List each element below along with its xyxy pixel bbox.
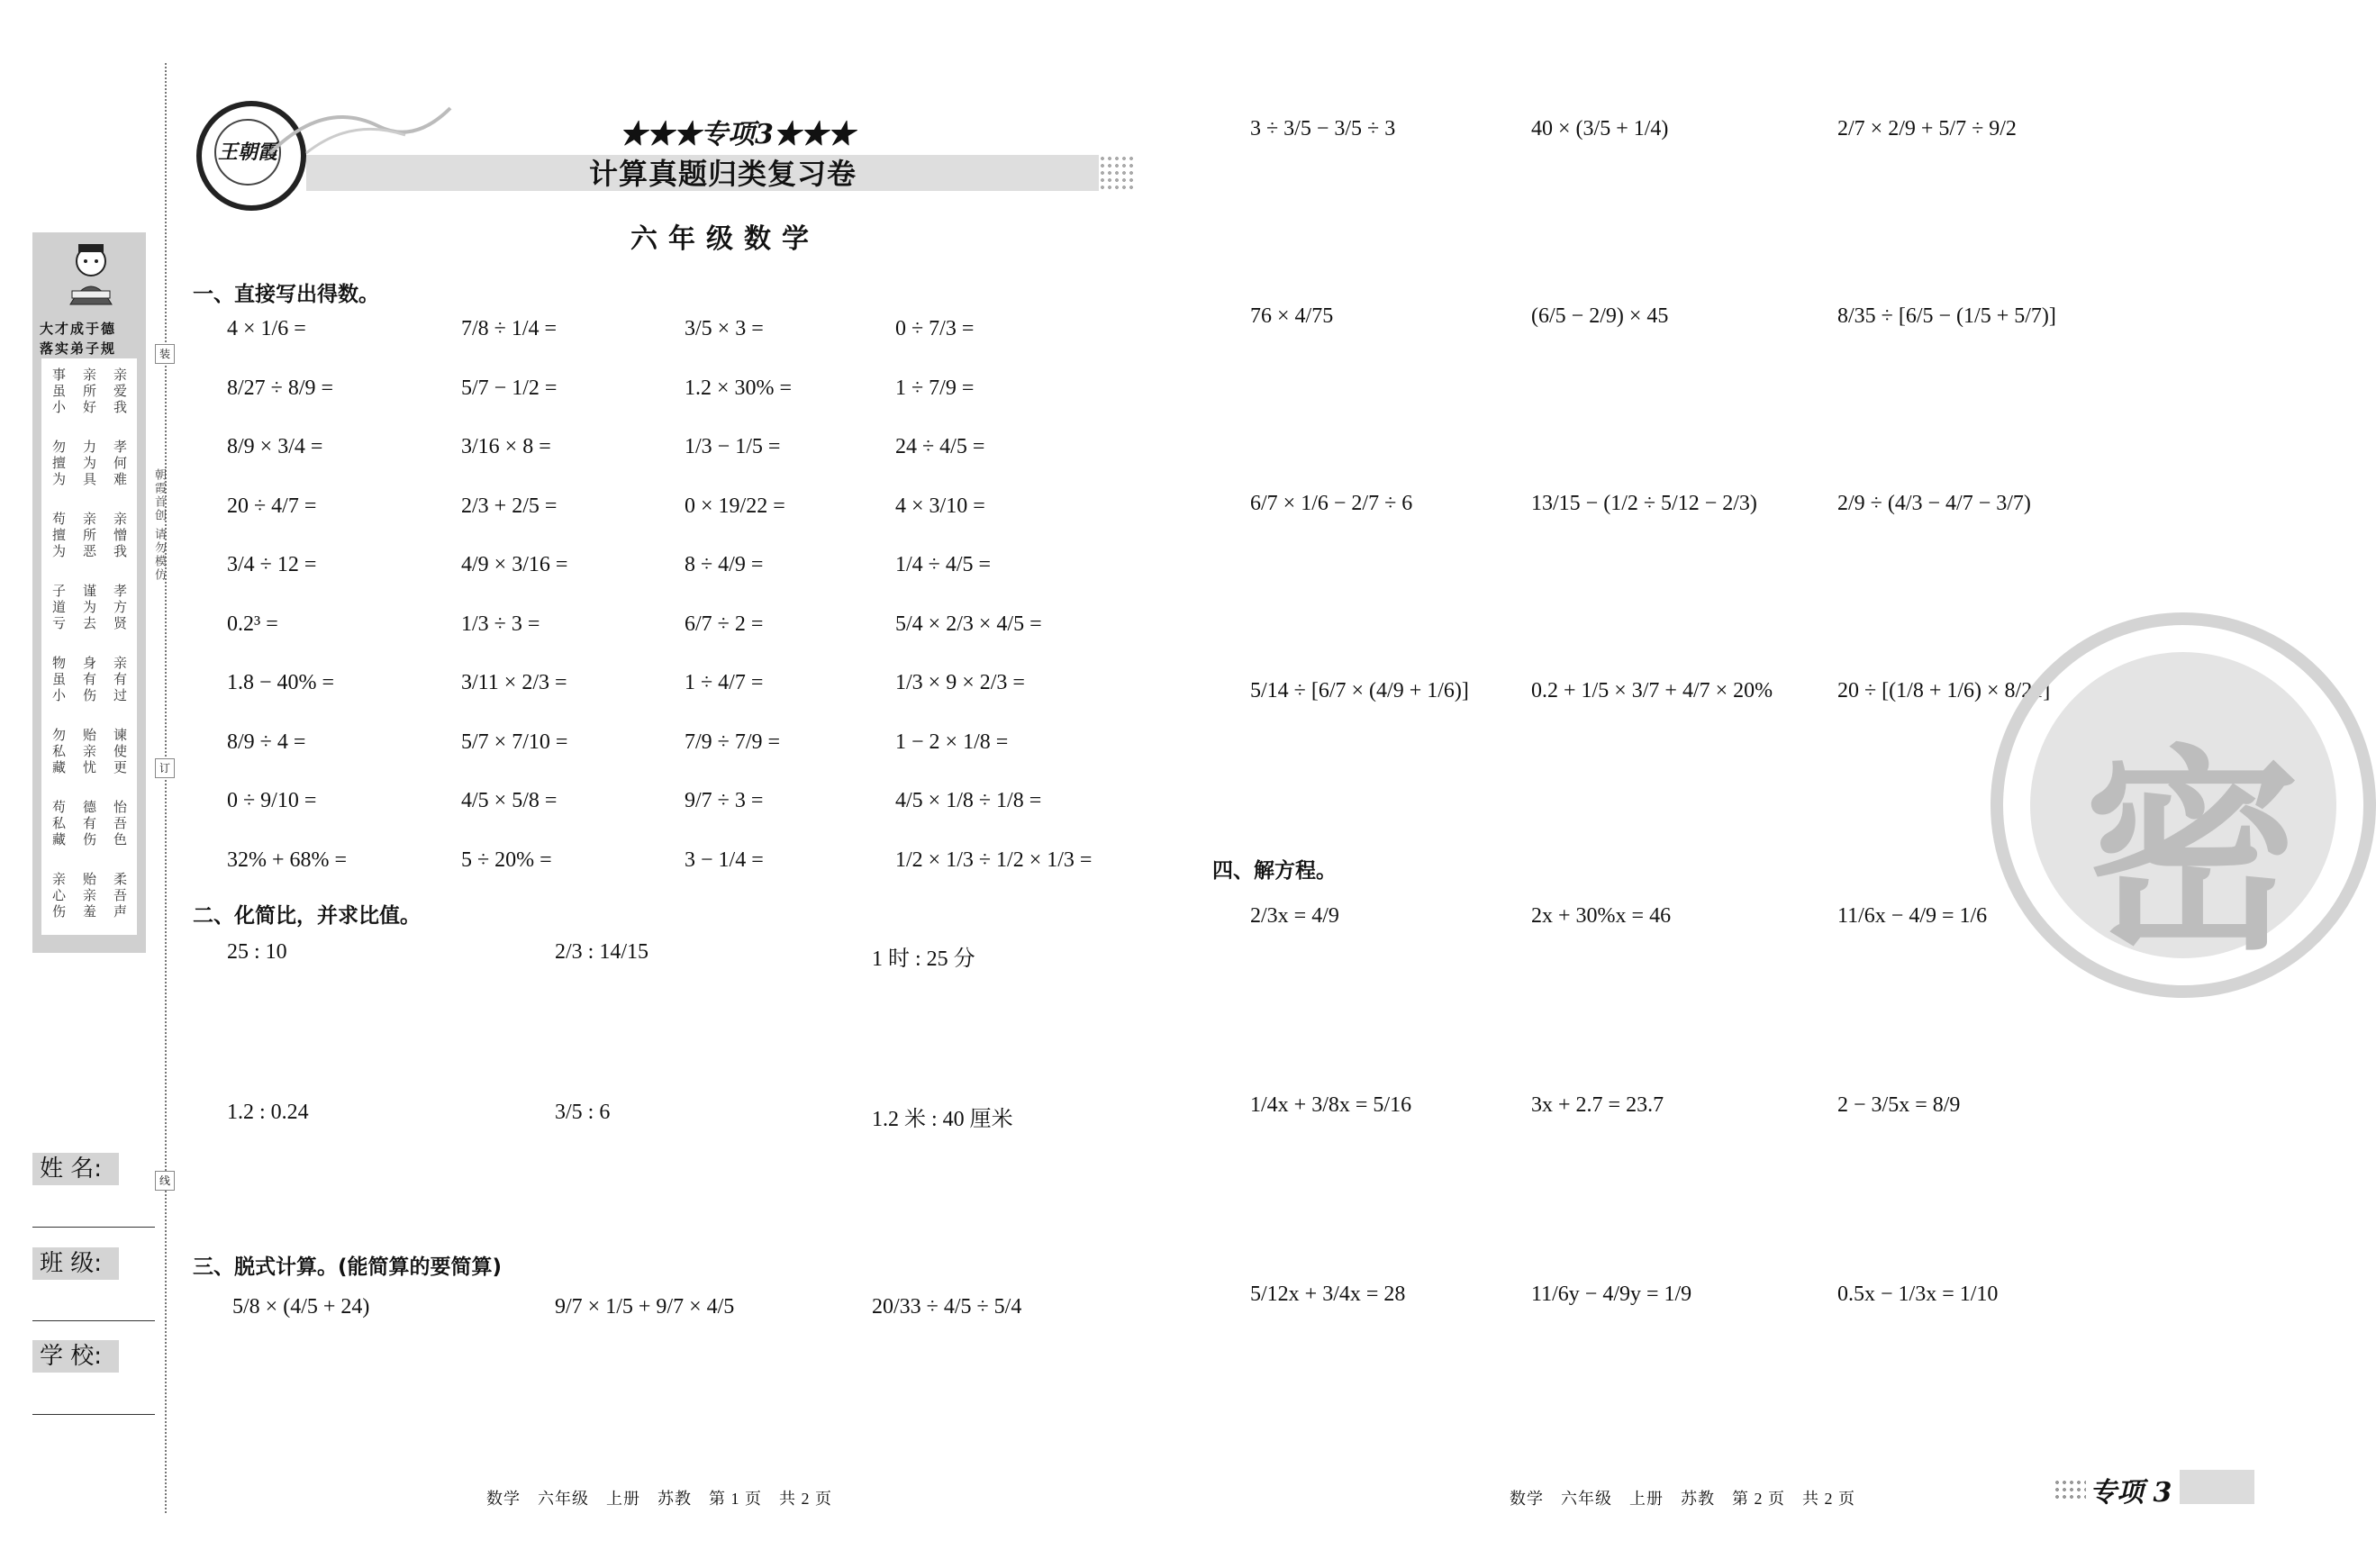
poem-phrase: 苟擅为 [50, 512, 67, 560]
s2-problem-2: 2/3 : 14/15 [555, 940, 649, 964]
s1-problem-39: 3 − 1/4 = [685, 847, 764, 872]
s1-problem-11: 1/3 − 1/5 = [685, 435, 781, 458]
s1-problem-4: 0 ÷ 7/3 = [895, 317, 975, 340]
s3-problem-8: (6/5 − 2/9) × 45 [1531, 304, 1669, 328]
s3-problem-11: 13/15 − (1/2 ÷ 5/12 − 2/3) [1531, 492, 1757, 515]
s1-problem-34: 4/5 × 5/8 = [461, 789, 558, 812]
s2-problem-5: 3/5 : 6 [555, 1101, 611, 1124]
s1-problem-33: 0 ÷ 9/10 = [227, 789, 317, 812]
class-field-line[interactable] [32, 1320, 155, 1321]
s3-problem-15: 20 ÷ [(1/8 + 1/6) × 8/21] [1837, 679, 2051, 702]
s3-problem-13: 5/14 ÷ [6/7 × (4/9 + 1/6)] [1250, 679, 1469, 702]
s1-problem-16: 4 × 3/10 = [895, 494, 985, 518]
s1-problem-6: 5/7 − 1/2 = [461, 376, 558, 400]
s3-problem-6: 2/7 × 2/9 + 5/7 ÷ 9/2 [1837, 117, 2017, 140]
s1-problem-20: 1/4 ÷ 4/5 = [895, 553, 992, 576]
s1-problem-14: 2/3 + 2/5 = [461, 494, 558, 518]
s1-problem-28: 1/3 × 9 × 2/3 = [895, 671, 1025, 694]
poem-phrase: 贻亲忧 [81, 728, 97, 776]
section-3-heading: 三、脱式计算。(能简算的要简算) [193, 1255, 503, 1279]
poem-phrase: 物虽小 [50, 656, 67, 704]
poem-phrase: 怡吾色 [112, 800, 128, 848]
s3-problem-1: 5/8 × (4/5 + 24) [232, 1295, 370, 1319]
class-field-label: 班 级: [32, 1247, 119, 1280]
poem-phrase: 亲爱我 [112, 367, 128, 416]
s4-problem-4: 1/4x + 3/8x = 5/16 [1250, 1093, 1412, 1117]
stamp-character: 密 [2084, 727, 2301, 979]
s1-problem-1: 4 × 1/6 = [227, 317, 306, 340]
cut-label-3: 线 [155, 1171, 175, 1191]
s2-problem-6: 1.2 米 : 40 厘米 [872, 1108, 1013, 1131]
poem-phrase: 孝方贤 [112, 584, 128, 632]
s1-problem-29: 8/9 ÷ 4 = [227, 730, 306, 754]
poem-phrase: 力为具 [81, 440, 97, 488]
school-field-label: 学 校: [32, 1340, 119, 1373]
s1-problem-30: 5/7 × 7/10 = [461, 730, 568, 754]
s1-problem-38: 5 ÷ 20% = [461, 847, 552, 872]
binding-line [165, 63, 167, 1513]
s3-problem-14: 0.2 + 1/5 × 3/7 + 4/7 × 20% [1531, 679, 1773, 702]
s1-problem-23: 6/7 ÷ 2 = [685, 612, 764, 636]
mascot-icon [59, 241, 122, 317]
cut-label-1: 装 [155, 344, 175, 364]
tag-dots [2054, 1479, 2086, 1500]
brand-logo-text: 王朝霞 [214, 119, 281, 186]
sidebar-motto-panel [32, 232, 146, 953]
s2-problem-1: 25 : 10 [227, 940, 287, 964]
motto-line-2: 落实弟子规 [40, 340, 117, 357]
s4-problem-3: 11/6x − 4/9 = 1/6 [1837, 904, 1988, 928]
poem-phrase: 勿私藏 [50, 728, 67, 776]
s1-problem-2: 7/8 ÷ 1/4 = [461, 317, 558, 340]
poem-phrase: 谨为去 [81, 584, 97, 632]
s1-problem-22: 1/3 ÷ 3 = [461, 612, 540, 636]
poem-phrase: 子道亏 [50, 584, 67, 632]
section-4-heading: 四、解方程。 [1212, 859, 1337, 883]
s1-problem-24: 5/4 × 2/3 × 4/5 = [895, 612, 1042, 636]
s3-problem-5: 40 × (3/5 + 1/4) [1531, 117, 1669, 140]
s1-problem-5: 8/27 ÷ 8/9 = [227, 376, 334, 400]
section-1-heading: 一、直接写出得数。 [193, 283, 379, 306]
poem-phrase: 身有伤 [81, 656, 97, 704]
section-2-heading: 二、化简比，并求比值。 [193, 904, 421, 928]
s1-problem-40: 1/2 × 1/3 ÷ 1/2 × 1/3 = [895, 847, 1093, 872]
poem-phrase: 苟私藏 [50, 800, 67, 848]
poem-phrase: 亲所恶 [81, 512, 97, 560]
copyright-note: 朝霞首创 请勿模仿 [152, 468, 166, 583]
tag-bar [2180, 1470, 2254, 1504]
poem-phrase: 亲所好 [81, 367, 97, 416]
poem-phrase: 勿擅为 [50, 440, 67, 488]
poem-box [41, 358, 137, 935]
s1-problem-21: 0.2³ = [227, 612, 278, 636]
s3-problem-10: 6/7 × 1/6 − 2/7 ÷ 6 [1250, 492, 1413, 515]
s1-problem-32: 1 − 2 × 1/8 = [895, 730, 1009, 754]
poem-phrase: 亲憎我 [112, 512, 128, 560]
topic-tag: 专项 3 [2090, 1477, 2172, 1509]
s1-problem-37: 32% + 68% = [227, 847, 348, 872]
footer-right: 数学 六年级 上册 苏教 第 2 页 共 2 页 [1510, 1490, 1855, 1508]
footer-left: 数学 六年级 上册 苏教 第 1 页 共 2 页 [486, 1490, 832, 1508]
page-title: 计算真题归类复习卷 [589, 157, 857, 191]
s1-problem-31: 7/9 ÷ 7/9 = [685, 730, 781, 754]
s1-problem-7: 1.2 × 30% = [685, 376, 793, 400]
s4-problem-1: 2/3x = 4/9 [1250, 904, 1339, 928]
s3-problem-7: 76 × 4/75 [1250, 304, 1334, 328]
s1-problem-18: 4/9 × 3/16 = [461, 553, 568, 576]
s1-problem-10: 3/16 × 8 = [461, 435, 551, 458]
s1-problem-17: 3/4 ÷ 12 = [227, 553, 317, 576]
s1-problem-12: 24 ÷ 4/5 = [895, 435, 985, 458]
s4-problem-2: 2x + 30%x = 46 [1531, 904, 1672, 928]
s3-problem-3: 20/33 ÷ 4/5 ÷ 5/4 [872, 1295, 1022, 1319]
school-field-line[interactable] [32, 1414, 155, 1415]
poem-phrase: 亲有过 [112, 656, 128, 704]
s1-problem-19: 8 ÷ 4/9 = [685, 553, 764, 576]
confidential-stamp [1991, 612, 2376, 998]
s4-problem-5: 3x + 2.7 = 23.7 [1531, 1093, 1664, 1117]
s1-problem-35: 9/7 ÷ 3 = [685, 789, 764, 812]
s1-problem-13: 20 ÷ 4/7 = [227, 494, 317, 518]
s1-problem-3: 3/5 × 3 = [685, 317, 764, 340]
s4-problem-6: 2 − 3/5x = 8/9 [1837, 1093, 1961, 1117]
s1-problem-36: 4/5 × 1/8 ÷ 1/8 = [895, 789, 1042, 812]
s1-problem-27: 1 ÷ 4/7 = [685, 671, 764, 694]
s1-problem-9: 8/9 × 3/4 = [227, 435, 323, 458]
poem-phrase: 孝何难 [112, 440, 128, 488]
poem-phrase: 事虽小 [50, 367, 67, 416]
s1-problem-15: 0 × 19/22 = [685, 494, 785, 518]
s4-problem-8: 11/6y − 4/9y = 1/9 [1531, 1282, 1692, 1306]
s2-problem-3: 1 时 : 25 分 [872, 947, 975, 971]
poem-phrase: 德有伤 [81, 800, 97, 848]
s3-problem-4: 3 ÷ 3/5 − 3/5 ÷ 3 [1250, 117, 1396, 140]
s3-problem-9: 8/35 ÷ [6/5 − (1/5 + 5/7)] [1837, 304, 2056, 328]
s4-problem-9: 0.5x − 1/3x = 1/10 [1837, 1282, 1999, 1306]
s3-problem-2: 9/7 × 1/5 + 9/7 × 4/5 [555, 1295, 735, 1319]
topic-badge: ★★★专项3★★★ [620, 119, 855, 150]
s4-problem-7: 5/12x + 3/4x = 28 [1250, 1282, 1406, 1306]
poem-phrase: 亲心伤 [50, 872, 67, 920]
poem-phrase: 柔吾声 [112, 872, 128, 920]
s1-problem-26: 3/11 × 2/3 = [461, 671, 567, 694]
name-field-line[interactable] [32, 1227, 155, 1228]
banner-dots [1099, 155, 1135, 191]
page-subtitle: 六年级数学 [630, 223, 820, 255]
poem-phrase: 谏使更 [112, 728, 128, 776]
poem-phrase: 贻亲羞 [81, 872, 97, 920]
motto-line-1: 大才成于德 [40, 321, 117, 337]
cut-label-2: 订 [155, 758, 175, 778]
s1-problem-8: 1 ÷ 7/9 = [895, 376, 975, 400]
name-field-label: 姓 名: [32, 1153, 119, 1185]
s3-problem-12: 2/9 ÷ (4/3 − 4/7 − 3/7) [1837, 492, 2031, 515]
s1-problem-25: 1.8 − 40% = [227, 671, 335, 694]
s2-problem-4: 1.2 : 0.24 [227, 1101, 309, 1124]
